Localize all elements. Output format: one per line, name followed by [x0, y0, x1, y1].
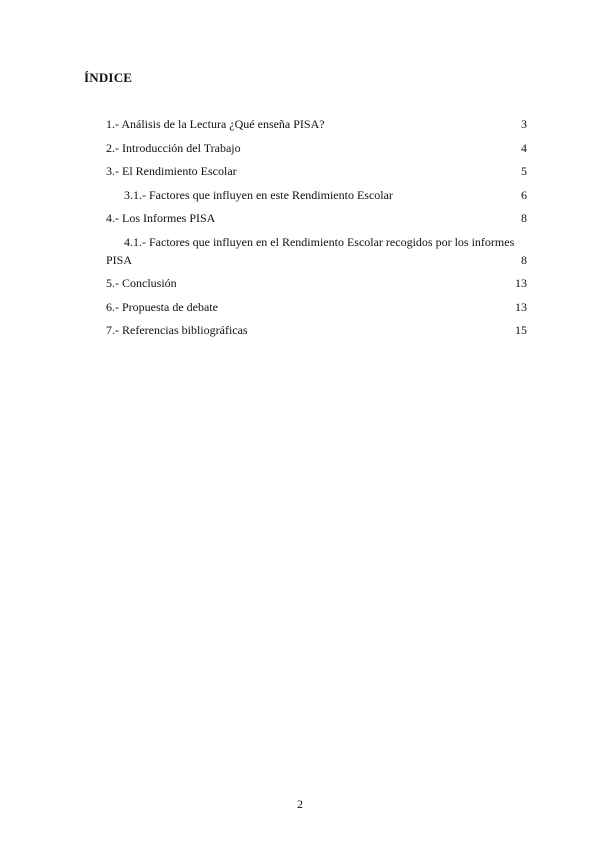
toc-subentry-continuation	[106, 252, 527, 268]
toc-entry-title: 4.1.- Factores que influyen en el Rendimiento Escolar recogidos por los informes	[124, 234, 515, 249]
toc-entry-title: 6.- Propuesta de debate	[106, 299, 218, 314]
toc-entry-page: 4	[521, 140, 527, 155]
toc-entry-page: 15	[515, 323, 527, 337]
toc-entry-title: 1.- Análisis de la Lectura ¿Qué enseña PISA?	[106, 117, 325, 131]
toc-entry-title: PISA	[106, 252, 133, 267]
toc-entry	[106, 140, 527, 156]
toc-entry	[106, 275, 527, 291]
page-number: 2	[297, 797, 303, 811]
toc-entry-title: 7.- Referencias bibliográficas	[106, 323, 248, 337]
toc-entry-title: 2.- Introducción del Trabajo	[106, 140, 241, 155]
toc-subentry	[106, 187, 527, 203]
toc-entry-page: 3	[521, 117, 527, 131]
toc-entry-page: 8	[521, 252, 527, 267]
toc-entry-page: 6	[521, 187, 527, 202]
toc-entry	[106, 210, 527, 226]
toc-entry	[106, 163, 527, 179]
toc-entry	[106, 116, 527, 132]
table-of-contents	[106, 116, 527, 346]
toc-entry-page: 5	[521, 164, 527, 178]
toc-entry-page: 8	[521, 211, 527, 225]
toc-entry	[106, 299, 527, 315]
toc-entry-page: 13	[515, 299, 527, 314]
toc-entry-title: 3.1.- Factores que influyen en este Rendimiento Escolar	[124, 187, 393, 202]
toc-entry-title: 4.- Los Informes PISA	[106, 211, 216, 225]
toc-entry	[106, 322, 527, 338]
toc-heading: ÍNDICE	[84, 70, 133, 85]
toc-entry-title: 3.- El Rendimiento Escolar	[106, 164, 237, 178]
toc-entry-page: 13	[515, 276, 527, 290]
toc-subentry	[106, 234, 527, 250]
toc-entry-title: 5.- Conclusión	[106, 276, 177, 290]
